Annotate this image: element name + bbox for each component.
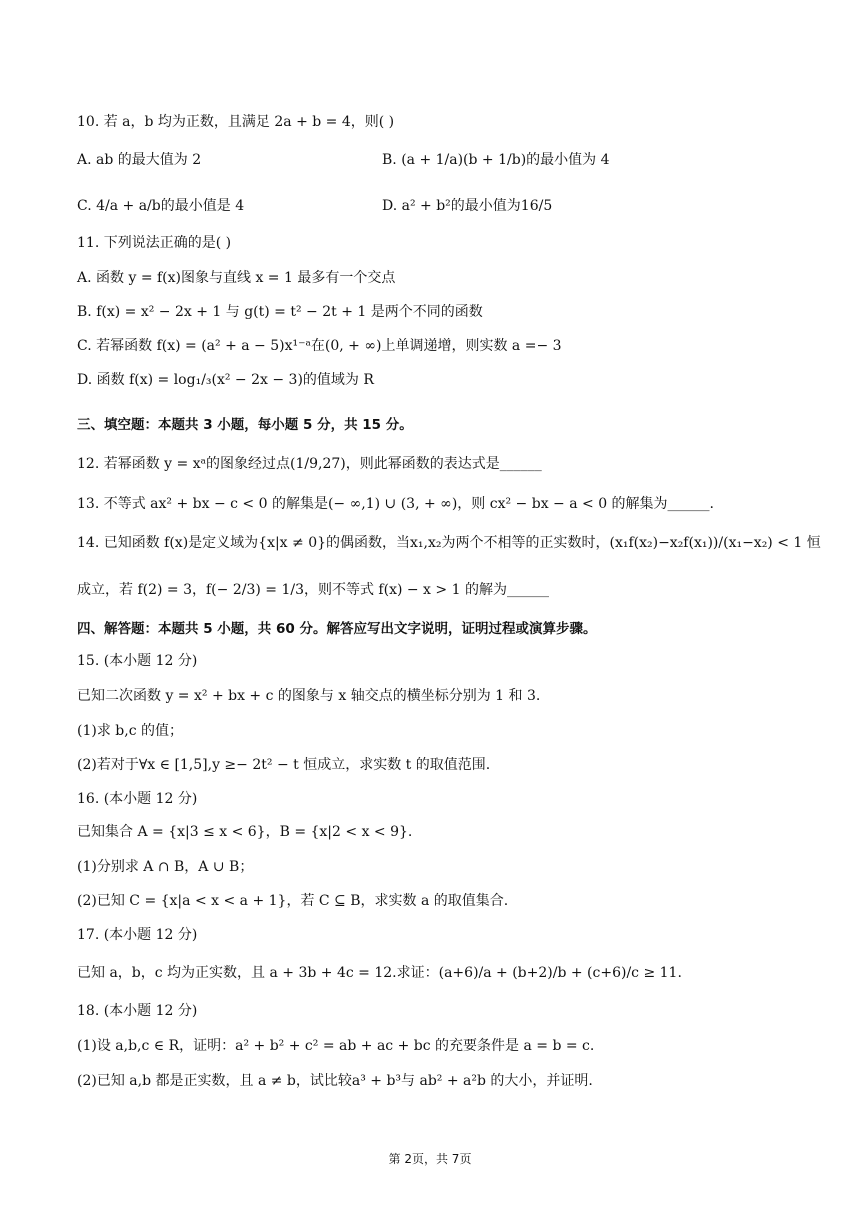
section-4-heading: 四、解答题：本题共 5 小题，共 60 分。解答应写出文字说明，证明过程或演算步骤。 (77, 621, 597, 637)
q11-option-b: B. f(x) = x² − 2x + 1 与 g(t) = t² − 2t + 1 是两个不同的函数 (77, 304, 483, 320)
q15-part-1: (1)求 b,c 的值； (77, 723, 183, 739)
q18-part-1: (1)设 a,b,c ∈ R，证明：a² + b² + c² = ab + ac + bc 的充要条件是 a = b = c. (77, 1038, 595, 1054)
q15-part-2: (2)若对于∀x ∈ [1,5],y ≥− 2t² − t 恒成立，求实数 t 的取值范围. (77, 757, 491, 773)
q16-heading: 16. (本小题 12 分) (77, 791, 198, 807)
q11-option-d: D. 函数 f(x) = log₁/₃(x² − 2x − 3)的值域为 R (77, 372, 374, 388)
q16-part-2: (2)已知 C = {x|a < x < a + 1}，若 C ⊆ B，求实数 a 的取值集合. (77, 893, 509, 909)
page-footer: 第 2页，共 7页 (388, 1152, 472, 1166)
q18-part-2: (2)已知 a,b 都是正实数，且 a ≠ b，试比较a³ + b³与 ab² + a²b 的大小，并证明. (77, 1073, 593, 1089)
q10-option-c: C. 4/a + a/b的最小值是 4 (77, 198, 245, 214)
q10-option-a: A. ab 的最大值为 2 (77, 152, 202, 168)
q13: 13. 不等式 ax² + bx − c < 0 的解集是(− ∞,1) ∪ (3, + ∞)，则 cx² − bx − a < 0 的解集为______. (77, 496, 714, 512)
q16-part-1: (1)分别求 A ∩ B，A ∪ B； (77, 859, 254, 875)
q14-line-1: 14. 已知函数 f(x)是定义域为{x|x ≠ 0}的偶函数，当x₁,x₂为两个不相等的正实数时，(x₁f(x₂)−x₂f(x₁))/(x₁−x₂) < 1 恒 (77, 535, 821, 551)
q12: 12. 若幂函数 y = xᵃ的图象经过点(1/9,27)，则此幂函数的表达式是______ (77, 456, 542, 472)
q11-option-c: C. 若幂函数 f(x) = (a² + a − 5)x¹⁻ᵃ在(0, + ∞)上单调递增，则实数 a =− 3 (77, 338, 562, 354)
q17-stem: 已知 a，b，c 均为正实数，且 a + 3b + 4c = 12.求证：(a+6)/a + (b+2)/b + (c+6)/c ≥ 11. (77, 965, 682, 981)
q16-stem: 已知集合 A = {x|3 ≤ x < 6}，B = {x|2 < x < 9}. (77, 824, 413, 840)
q15-heading: 15. (本小题 12 分) (77, 653, 198, 669)
q10-option-d: D. a² + b²的最小值为16/5 (382, 198, 553, 214)
q14-line-2: 成立，若 f(2) = 3，f(− 2/3) = 1/3，则不等式 f(x) − x > 1 的解为______ (77, 582, 549, 598)
q11-stem: 11. 下列说法正确的是( ) (77, 235, 232, 251)
section-3-heading: 三、填空题：本题共 3 小题，每小题 5 分，共 15 分。 (77, 417, 413, 433)
q11-option-a: A. 函数 y = f(x)图象与直线 x = 1 最多有一个交点 (77, 270, 396, 286)
q18-heading: 18. (本小题 12 分) (77, 1003, 198, 1019)
q15-stem: 已知二次函数 y = x² + bx + c 的图象与 x 轴交点的横坐标分别为 1 和 3. (77, 688, 541, 704)
q17-heading: 17. (本小题 12 分) (77, 927, 198, 943)
q10-option-b: B. (a + 1/a)(b + 1/b)的最小值为 4 (382, 152, 610, 168)
q10-stem: 10. 若 a，b 均为正数，且满足 2a + b = 4，则( ) (77, 114, 395, 130)
